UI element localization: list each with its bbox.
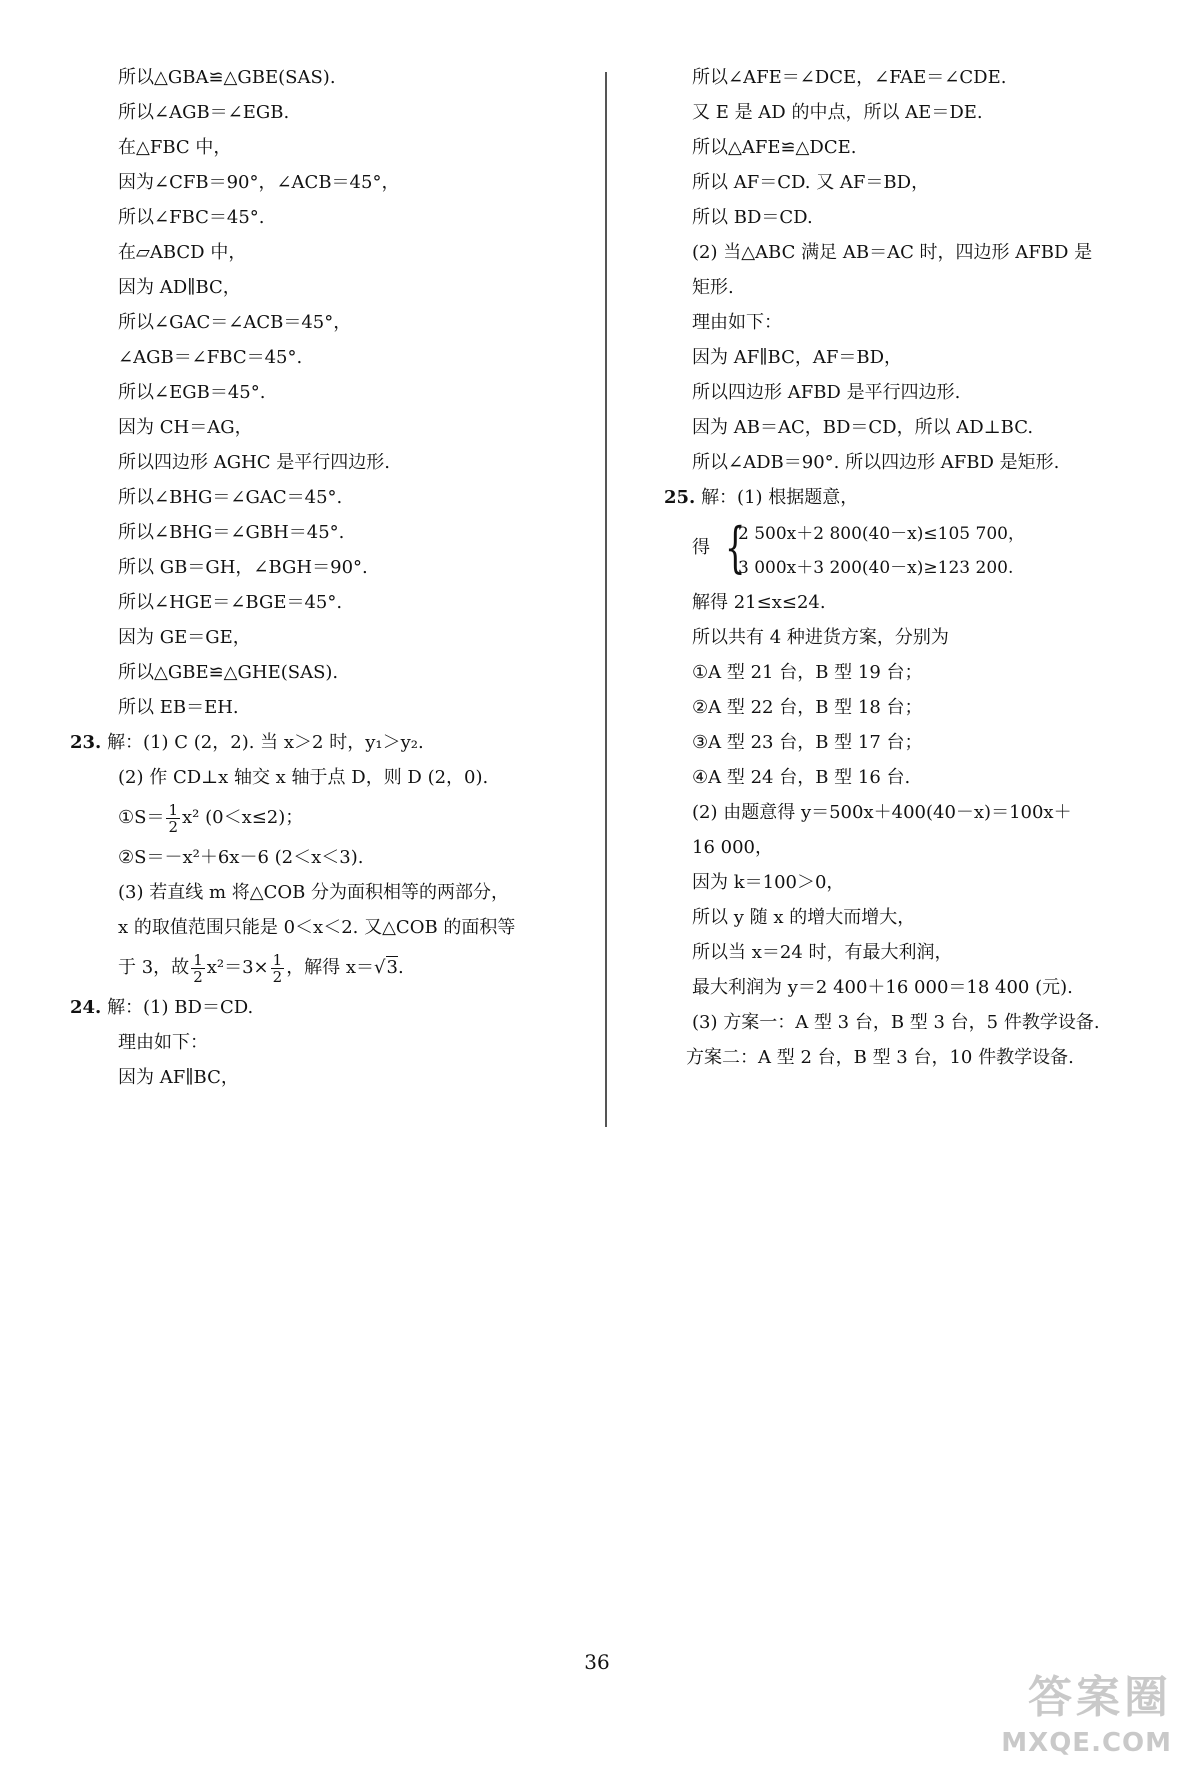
inequality-1: 2 500x＋2 800(40－x)≤105 700， <box>738 524 1025 544</box>
answer-text: 解：(1) C (2，2). 当 x＞2 时，y₁＞y₂. <box>107 732 424 753</box>
question-23-line-4: ②S＝－x²＋6x－6 (2＜x＜3). <box>118 847 364 868</box>
question-24-line-1 <box>70 990 590 1025</box>
solution-line: 所以 GB＝GH，∠BGH＝90°. <box>118 557 368 578</box>
question-23-line-1 <box>70 725 590 760</box>
answer-text: 解：(1) 根据题意， <box>701 487 859 508</box>
fraction-denominator: 2 <box>272 967 283 986</box>
watermark-sub: MXQE.COM <box>1001 1728 1172 1758</box>
solution-line: 所以△AFE≌△DCE. <box>692 137 857 158</box>
question-25-line: 16 000， <box>692 837 773 858</box>
question-25-line: 方案二：A 型 2 台，B 型 3 台，10 件教学设备. <box>686 1047 1074 1068</box>
inequality-system <box>622 515 1162 585</box>
solution-line: 所以∠AFE＝∠DCE，∠FAE＝∠CDE. <box>692 67 1007 88</box>
inequality-2: 3 000x＋3 200(40－x)≥123 200. <box>738 558 1014 578</box>
question-25-line: (2) 由题意得 y＝500x＋400(40－x)＝100x＋ <box>692 802 1072 823</box>
solution-line: 所以 BD＝CD. <box>692 207 813 228</box>
watermark-main: 答案圈 <box>1028 1672 1172 1723</box>
solution-line: 在△FBC 中， <box>118 137 232 158</box>
solution-line: (2) 当△ABC 满足 AB＝AC 时，四边形 AFBD 是 <box>692 242 1093 263</box>
question-25-line: ②A 型 22 台，B 型 18 台； <box>692 697 923 718</box>
column-divider <box>605 72 607 1127</box>
question-25-line-1 <box>622 480 1162 515</box>
solution-line: 所以∠ADB＝90°. 所以四边形 AFBD 是矩形. <box>692 452 1060 473</box>
fraction-denominator: 2 <box>193 967 203 986</box>
solution-line: 所以 EB＝EH. <box>118 697 239 718</box>
fraction-denominator: 2 <box>168 817 179 836</box>
watermark-logo <box>942 1668 1172 1778</box>
solution-line: 因为 AB＝AC，BD＝CD，所以 AD⊥BC. <box>692 417 1034 438</box>
question-25-line: 所以共有 4 种进货方案，分别为 <box>692 627 949 648</box>
fraction-numerator: 1 <box>168 800 179 819</box>
question-25-line: 最大利润为 y＝2 400＋16 000＝18 400 (元). <box>692 977 1073 998</box>
solution-line: 所以∠BHG＝∠GAC＝45°. <box>118 487 343 508</box>
solution-line: 所以∠EGB＝45°. <box>118 382 266 403</box>
solution-line: 因为 AD∥BC， <box>118 277 241 298</box>
question-23-line-7 <box>70 945 590 990</box>
formula-part: ，解得 x＝√ <box>286 957 386 978</box>
fraction-numerator: 1 <box>272 950 283 969</box>
solution-line: 在▱ABCD 中， <box>118 242 247 263</box>
right-column <box>622 60 1162 1075</box>
solution-line: 所以∠GAC＝∠ACB＝45°， <box>118 312 352 333</box>
solution-line: 因为 CH＝AG， <box>118 417 253 438</box>
question-25-line: ①A 型 21 台，B 型 19 台； <box>692 662 923 683</box>
solution-line: 因为∠CFB＝90°，∠ACB＝45°， <box>118 172 400 193</box>
page-number: 36 <box>584 1650 610 1674</box>
system-label: 得 <box>692 537 710 558</box>
solution-line: 所以∠BHG＝∠GBH＝45°. <box>118 522 345 543</box>
solution-line: 所以∠HGE＝∠BGE＝45°. <box>118 592 343 613</box>
solution-line: 所以四边形 AGHC 是平行四边形. <box>118 452 391 473</box>
question-25-line: ③A 型 23 台，B 型 17 台； <box>692 732 923 753</box>
solution-line: 所以△GBE≌△GHE(SAS). <box>118 662 339 683</box>
solution-line: 理由如下： <box>692 312 782 333</box>
question-23-line-6: x 的取值范围只能是 0＜x＜2. 又△COB 的面积等 <box>118 917 516 938</box>
solution-line: 因为 GE＝GE， <box>118 627 251 648</box>
sqrt-radicand: 3 <box>386 957 398 978</box>
solution-line: 矩形. <box>692 277 734 298</box>
formula-part: 于 3，故 <box>118 957 190 978</box>
fraction <box>191 952 205 985</box>
solution-line: 因为 AF∥BC，AF＝BD， <box>692 347 903 368</box>
solution-line: ∠AGB＝∠FBC＝45°. <box>118 347 303 368</box>
solution-line: 所以∠FBC＝45°. <box>118 207 265 228</box>
solution-line: 所以 AF＝CD. 又 AF＝BD， <box>692 172 930 193</box>
question-25-line: 所以当 x＝24 时，有最大利润， <box>692 942 953 963</box>
question-number: 25. <box>664 487 696 508</box>
question-25-line: 因为 k＝100＞0， <box>692 872 845 893</box>
question-24-line-3: 因为 AF∥BC， <box>118 1067 239 1088</box>
solution-line: 所以△GBA≌△GBE(SAS). <box>118 67 336 88</box>
formula-prefix: ①S＝ <box>118 807 165 828</box>
fraction <box>166 802 180 835</box>
left-brace-icon: { <box>724 516 746 579</box>
solution-line: 所以四边形 AFBD 是平行四边形. <box>692 382 961 403</box>
question-number: 24. <box>70 997 102 1018</box>
solution-line: 又 E 是 AD 的中点，所以 AE＝DE. <box>692 102 983 123</box>
fraction-numerator: 1 <box>193 950 203 969</box>
question-23-line-2: (2) 作 CD⊥x 轴交 x 轴于点 D，则 D (2，0). <box>118 767 489 788</box>
question-23-line-3 <box>70 795 590 840</box>
question-24-line-2: 理由如下： <box>118 1032 208 1053</box>
formula-part: x²＝3× <box>206 957 269 978</box>
solution-line: 所以∠AGB＝∠EGB. <box>118 102 290 123</box>
question-25-line: (3) 方案一：A 型 3 台，B 型 3 台，5 件教学设备. <box>692 1012 1100 1033</box>
question-25-line: 解得 21≤x≤24. <box>692 592 826 613</box>
formula-suffix: x² (0＜x≤2)； <box>182 807 304 828</box>
answer-text: 解：(1) BD＝CD. <box>107 997 254 1018</box>
fraction <box>271 952 285 985</box>
formula-part: . <box>397 957 404 978</box>
question-25-line: ④A 型 24 台，B 型 16 台. <box>692 767 911 788</box>
left-column <box>70 60 590 1095</box>
question-25-line: 所以 y 随 x 的增大而增大， <box>692 907 916 928</box>
question-number: 23. <box>70 732 102 753</box>
question-23-line-5: (3) 若直线 m 将△COB 分为面积相等的两部分， <box>118 882 510 903</box>
